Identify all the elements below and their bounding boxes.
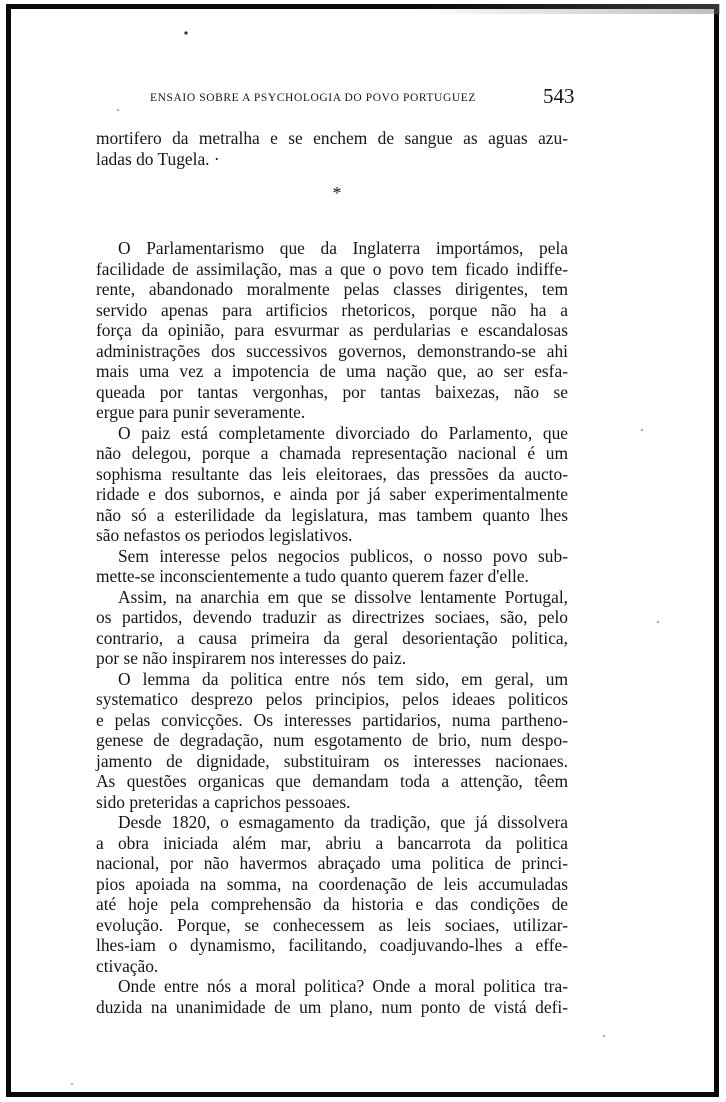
- text-line: e pelas convicções. Os interesses partidarios, numa partheno-: [96, 710, 568, 730]
- text-line: por se não inspirarem nos interesses do paiz.: [96, 648, 407, 668]
- text-line: mette-se inconscientemente a tudo quanto querem fazer d'elle.: [96, 566, 529, 586]
- text-line: sophisma resultante das leis eleitoraes, das pressões da aucto-: [96, 464, 568, 484]
- section-separator: *: [332, 183, 342, 203]
- text-line: lhes-iam o dynamismo, facilitando, coadjuvando-lhes a effe-: [96, 935, 568, 955]
- text-line: Assim, na anarchia em que se dissolve lentamente Portugal,: [118, 587, 568, 607]
- text-line: O Parlamentarismo que da Inglaterra importámos, pela: [118, 238, 568, 258]
- text-line: Sem interesse pelos negocios publicos, o nosso povo sub-: [118, 546, 568, 566]
- text-line: O paiz está completamente divorciado do Parlamento, que: [118, 423, 568, 443]
- text-line: servido apenas para artificios rhetoricos, porque não ha a: [96, 300, 568, 320]
- text-line: duzida na unanimidade de um plano, num ponto de vistá defi-: [96, 997, 568, 1017]
- text-line: administrações dos successivos governos, demonstrando-se ahi: [96, 341, 568, 361]
- text-line: a obra iniciada além mar, abriu a bancarrota da politica: [96, 833, 568, 853]
- text-line: sido preteridas a caprichos pessoaes.: [96, 792, 351, 812]
- text-line: os partidos, devendo traduzir as directrizes sociaes, são, pelo: [96, 607, 568, 627]
- running-title: ENSAIO SOBRE A PSYCHOLOGIA DO POVO PORTUGUEZ: [150, 92, 477, 104]
- text-line: são nefastos os periodos legislativos.: [96, 525, 353, 545]
- text-line: nacional, por não havermos abraçado uma politica de princi-: [96, 853, 568, 873]
- text-line: ridade e dos subornos, e ainda por já saber experimentalmente: [96, 484, 568, 504]
- text-line: As questões organicas que demandam toda a attenção, têem: [96, 771, 568, 791]
- text-line: mortifero da metralha e se enchem de sangue as aguas azu-: [96, 128, 568, 148]
- text-line: força da opinião, para esvurmar as perdularias e escandalosas: [96, 320, 568, 340]
- text-line: até hoje pela comprehensão da historia e das condições de: [96, 894, 568, 914]
- text-line: evolução. Porque, se conhecessem as leis sociaes, utilizar-: [96, 915, 568, 935]
- text-line: O lemma da politica entre nós tem sido, em geral, um: [118, 669, 568, 689]
- text-line: contrario, a causa primeira da geral desorientação politica,: [96, 628, 568, 648]
- text-line: jamento de dignidade, substituiram os interesses nacionaes.: [96, 751, 568, 771]
- text-line: rente, abandonado moralmente pelas classes dirigentes, tem: [96, 279, 568, 299]
- text-line: genese de degradação, num esgotamento de brio, num despo-: [96, 730, 568, 750]
- text-line: ergue para punir severamente.: [96, 402, 306, 422]
- text-line: Onde entre nós a moral politica? Onde a moral politica tra-: [118, 976, 568, 996]
- text-line: não só a esterilidade da legislatura, mas tambem quanto lhes: [96, 505, 568, 525]
- text-line: Desde 1820, o esmagamento da tradição, que já dissolvera: [118, 812, 568, 832]
- page-number: 543: [543, 84, 575, 108]
- text-line: mais uma vez a impotencia de uma nação que, ao ser esfa-: [96, 361, 568, 381]
- text-line: não delegou, porque a chamada representação nacional é um: [96, 443, 568, 463]
- text-line: ladas do Tugela. ·: [96, 149, 220, 169]
- text-line: facilidade de assimilação, mas a que o povo tem ficado indiffe-: [96, 259, 568, 279]
- text-line: queada por tantas vergonhas, por tantas baixezas, não se: [96, 382, 568, 402]
- text-line: systematico desprezo pelos principios, pelos ideaes politicos: [96, 689, 568, 709]
- text-line: ctivação.: [96, 956, 159, 976]
- text-line: pios apoiada na somma, na coordenação de leis accumuladas: [96, 874, 568, 894]
